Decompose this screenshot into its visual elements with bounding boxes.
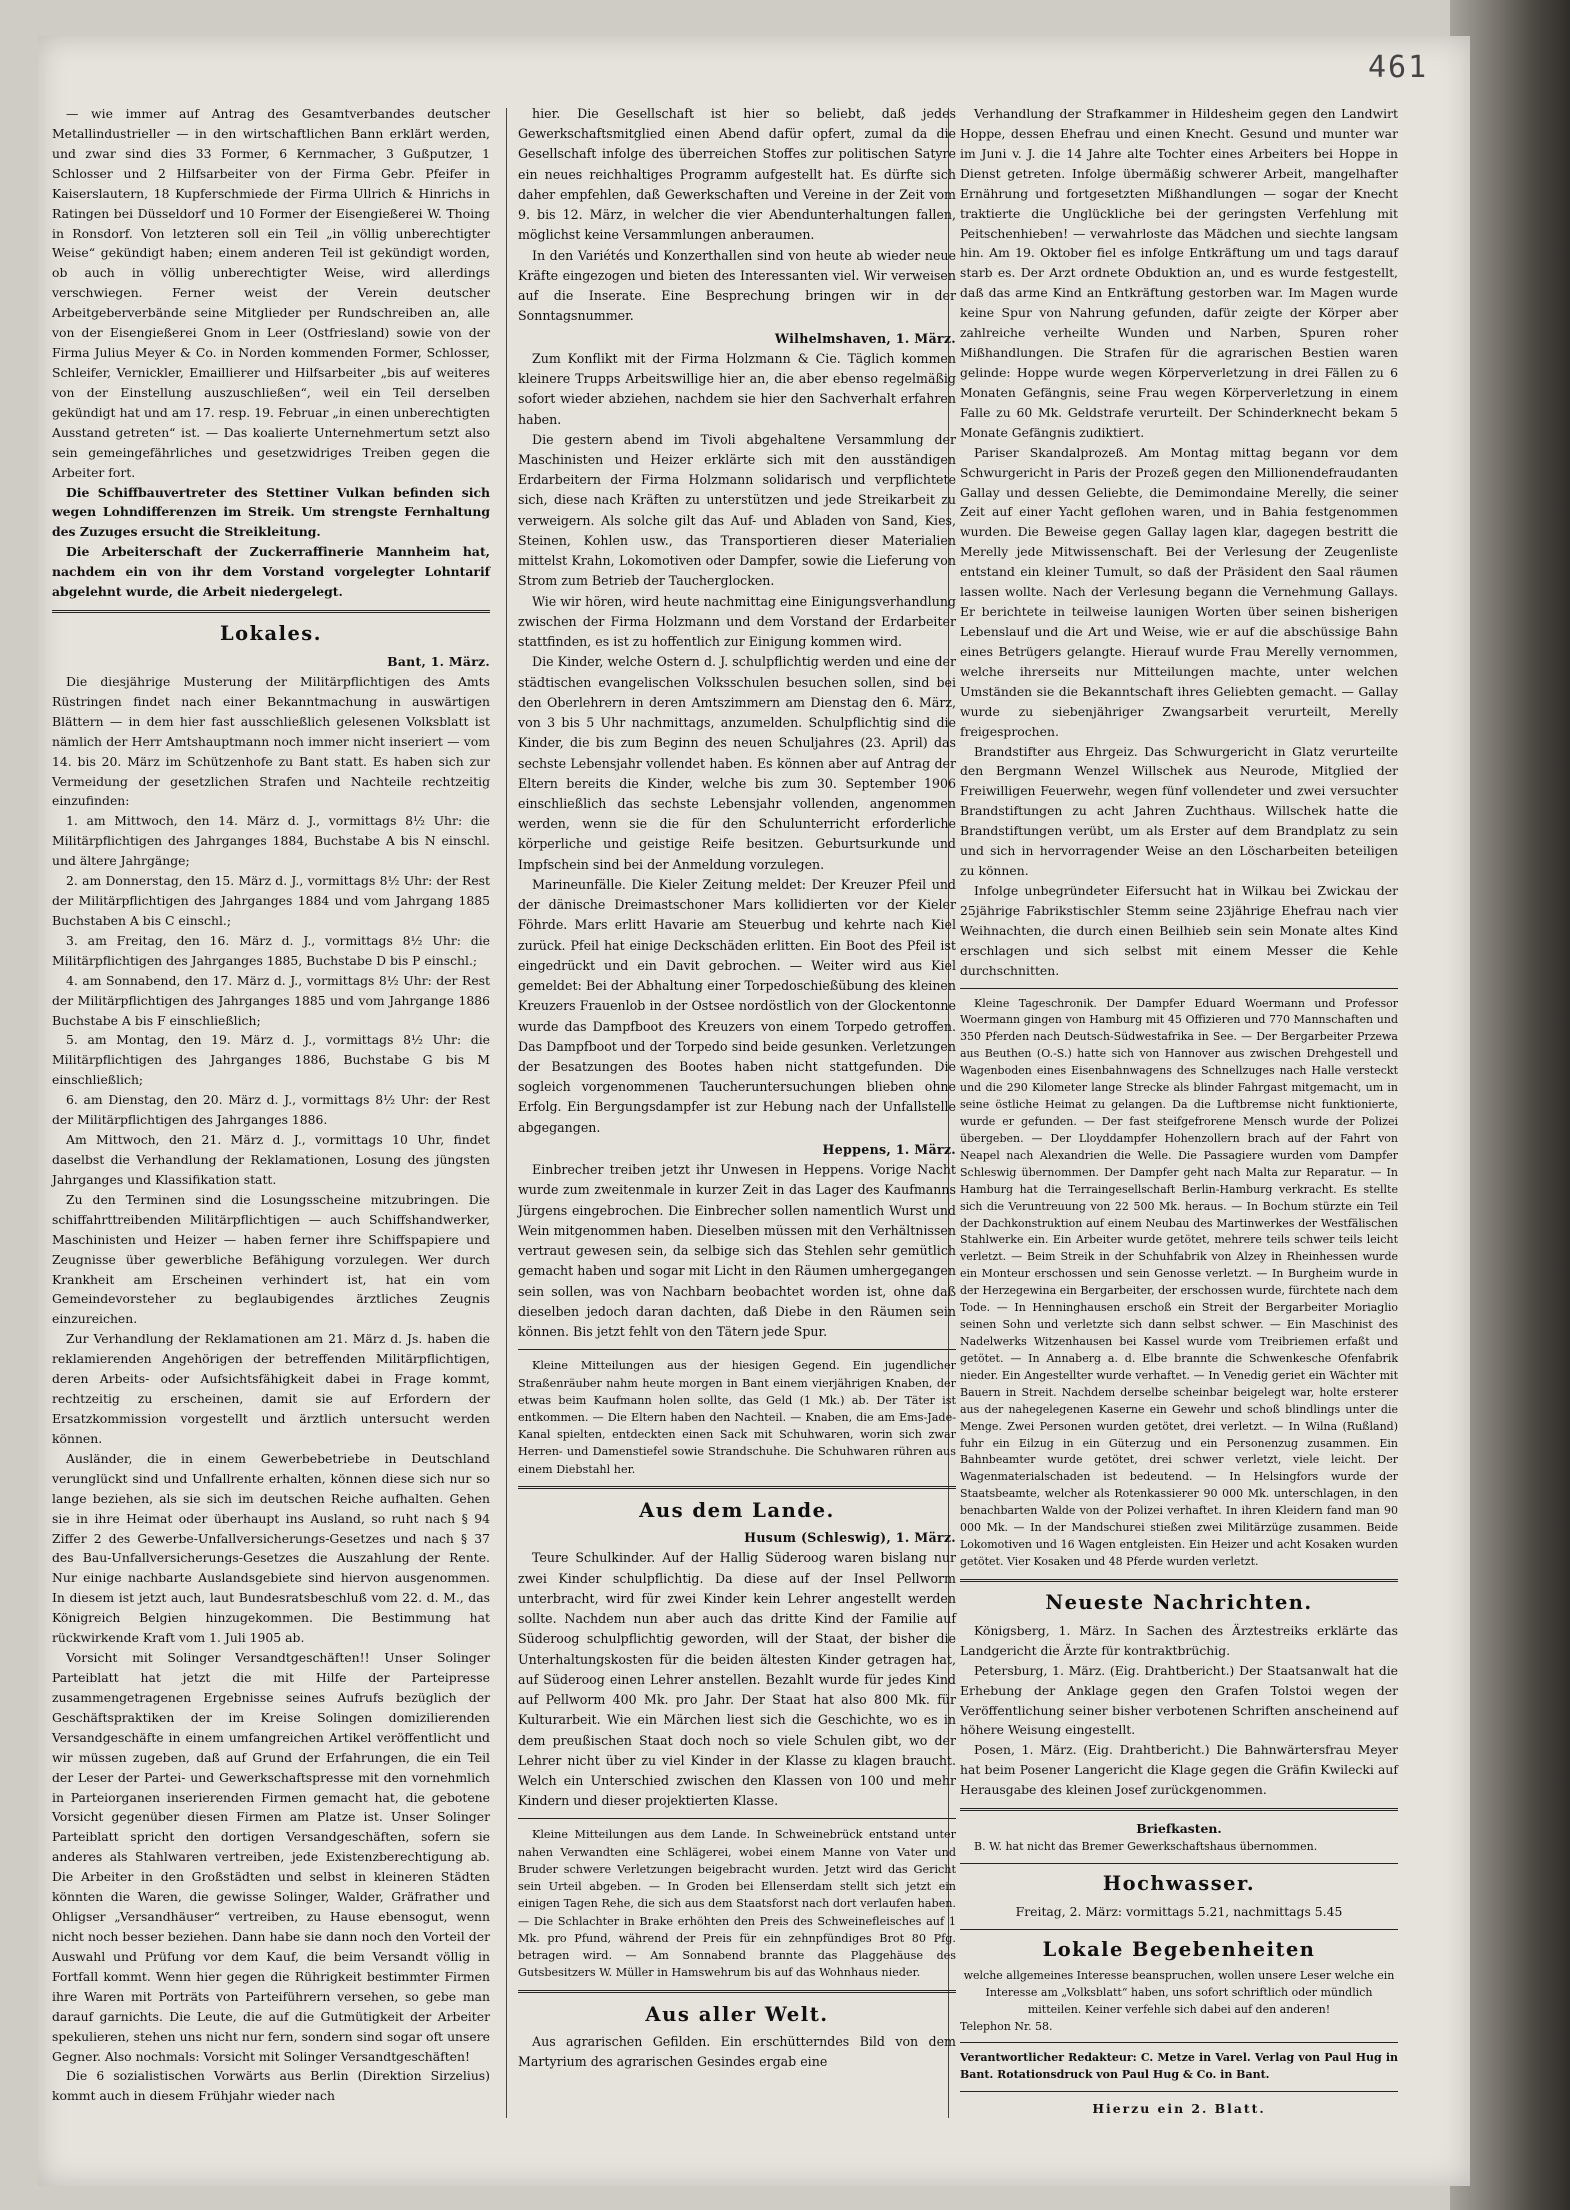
heading-briefkasten: Briefkasten. (1136, 1821, 1222, 1837)
article-losungsscheine: Zu den Terminen sind die Losungsscheine mitzubringen. Die schiffahrttreibenden Militärpflichtigen — auch Schiffshandwerker, Maschinisten und Heizer — haben ferner ihre Schiffspapiere und Zeugnisse über gewerbliche Befähigung vorzulegen. Wer durch Krankheit am Erscheinen verhindert ist, hat ein vom Gemeindevorsteher zu beglaubigendes ärztliches Zeugnis einzureichen. (52, 1191, 490, 1327)
heading-hochwasser: Hochwasser. (1102, 1871, 1256, 1895)
dateline-bant: Bant, 1. März. (387, 653, 490, 669)
musterung-item: 5. am Montag, den 19. März d. J., vormittags 8½ Uhr: die Militärpflichtigen des Jahrganges 1886, Buchstabe G bis M einschließlich; (52, 1032, 490, 1088)
section-divider (518, 1990, 956, 1993)
hochwasser-times (960, 1902, 1398, 1922)
column-2 (518, 104, 956, 2072)
article-pariser-skandal: Pariser Skandalprozeß. Am Montag mittag begann vor dem Schwurgericht in Paris der Prozeß gegen den Millionendefraudanten Gallay und dessen Geliebte, die Demimondaine Merelly, die seiner Zeit auf einer Yacht geflohen waren, und in Bahia festgenommen wurden. Die Beweise gegen Gallay lagen klar, dagegen bestritt die Merelly jede Mitwissenschaft. Bei der Verlesung der Zeugenliste entstand ein kleiner Tumult, so daß der Präsident den Saal räumen lassen wollte. Nach der Verlesung begann die Vernehmung Gallays. Er berichtete in teilweise launigen Worten über seinen bisherigen Lebenslauf und die Art und Weise, wie er auf die abschüssige Bahn eines Betrügers gelangte. Hierauf wurde Frau Merelly vernommen, welche ihrerseits nur Mitteilungen machte, unter welchen Umständen sie die Bekanntschaft ihres Geliebten gemacht. — Gallay wurde zu siebenjähriger Zwangsarbeit verurteilt, Merelly freigesprochen. (960, 444, 1398, 739)
article-gesellschaft: hier. Die Gesellschaft ist hier so beliebt, daß jedes Gewerkschaftsmitglied einen Abend dafür opfert, zumal da die Gesellschaft infolge des überreichen Stoffes zur politischen Satyre ein neues reichhaltiges Programm aufgestellt hat. Es dürfte sich daher empfehlen, daß Gewerkschaften und Vereine in der Zeit vom 9. bis 12. März, in welcher die vier Abendunterhaltungen fallen, möglichst keine Versammlungen anberaumen. (518, 106, 956, 243)
divider (960, 2091, 1398, 2092)
section-divider (52, 610, 490, 613)
musterung-item: 4. am Sonnabend, den 17. März d. J., vormittags 8½ Uhr: der Rest der Militärpflichtigen des Jahrganges 1885 und vom Jahrgange 1886 Buchstabe A bis F einschließlich; (52, 972, 490, 1028)
article-vorwaerts: Die 6 sozialistischen Vorwärts aus Berlin (Direktion Sirzelius) kommt auch in diesem Frühjahr wieder nach (52, 2068, 490, 2104)
musterung-item: 1. am Mittwoch, den 14. März d. J., vormittags 8½ Uhr: die Militärpflichtigen des Jahrganges 1884, Buchstabe A bis N einschl. und ältere Jahrgänge; (52, 813, 490, 869)
article-variete: In den Variétés und Konzerthallen sind von heute ab wieder neue Kräfte eingezogen und bieten des Interessanten viel. Wir verweisen auf die Inserate. Eine Besprechung bringen wir in der Sonntagsnummer. (518, 247, 956, 324)
article-agrarische-gefilde: Aus agrarischen Gefilden. Ein erschütterndes Bild von dem Martyrium des agrarischen Gesindes ergab eine (518, 2033, 956, 2070)
divider (960, 2042, 1398, 2043)
imprint: Verantwortlicher Redakteur: C. Metze in Varel. Verlag von Paul Hug in Bant. Rotationsdruck von Paul Hug & Co. in Bant. (960, 2051, 1398, 2082)
article-metal-ban: — wie immer auf Antrag des Gesamtverbandes deutscher Metallindustrieller — in den wirtschaftlichen Bann erklärt werden, und zwar sind dies 33 Former, 6 Kernmacher, 3 Gußputzer, 1 Schlosser und 2 Hilfsarbeiter von der Firma Gebr. Pfeifer in Kaiserslautern, 18 Kupferschmiede der Firma Ullrich & Hinrichs in Ratingen bei Düsseldorf und 10 Former der Eisengießerei W. Thoing in Ronsdorf. Von letzteren soll ein Teil „in völlig unberechtigter Weise“ gekündigt haben; einem anderen Teil ist gekündigt worden, ob auch in völlig unberechtigter Weise, wird allerdings verschwiegen. Ferner weist der Verein deutscher Arbeitgeberverbände seine Mitglieder per Rundschreiben an, alle von der Eisengießerei Gnom in Leer (Ostfriesland) sowie von der Firma Julius Meyer & Co. in Norden kommenden Former, Schlosser, Schleifer, Vernickler, Emaillierer und Hilfsarbeiter „bis auf weiteres von der Einstellung auszuschließen“, weil ein Teil derselben gekündigt hat und am 17. resp. 19. Februar „in einen unberechtigten Ausstand getreten“ ist. — Das koalierte Unternehmertum setzt also sein gemeingefährliches und gesetzwidriges Treiben gegen die Arbeiter fort. (52, 106, 490, 480)
article-tageschronik: Kleine Tageschronik. Der Dampfer Eduard Woermann und Professor Woermann gingen von Hamburg mit 45 Offizieren und 770 Mannschaften und 350 Pferden nach Deutsch-Südwestafrika in See. — Der Bergarbeiter Przewa aus Beuthen (O.-S.) hatte sich von Hannover aus zwischen Drehgestell und Wagenboden eines Eisenbahnwagens des Schnellzuges nach Halle versteckt und die 290 Kilometer lange Strecke als blinder Fahrgast mitgemacht, um in seine östliche Heimat zu gelangen. Da die Luftbremse nicht funktionierte, wurde er gefunden. — Der fast steifgefrorene Mensch wurde der Polizei übergeben. — Der Lloyddampfer Hohenzollern brach auf der Fahrt von Neapel nach Alexandrien die Welle. Die Passagiere wurden vom Dampfer Schleswig übernommen. Der Dampfer geht nach Malta zur Reparatur. — In Hamburg hat die Terraingesellschaft Berlin-Hamburg verkracht. Es stellte sich die Veruntreuung von 22 500 Mk. heraus. — In Bochum stürzte ein Teil der Dachkonstruktion auf einem Neubau des Martinwerkes der Westfälischen Stahlwerke ein. Ein Arbeiter wurde getötet, mehrere teils schwer teils leicht verletzt. — Beim Streik in der Schuhfabrik von Alzey in Rheinhessen wurde ein Monteur erschossen und sein Genosse verletzt. — In Burgheim wurde in der Herzegewina ein Bergarbeiter, der erschossen wurde, fürchtete nach dem Tode. — In Henninghausen erschoß ein Streit der Bergarbeiter Moriaglio seinen Sohn und verletzte sich dann selbst schwer. — Ein Maschinist des Nadelwerks Witzenhausen bei Kassel wurde vom Treibriemen erfaßt und getötet. — In Annaberg a. d. Elbe brannte die Schwenkesche Ofenfabrik nieder. Ein Angestellter wurde verhaftet. — In Venedig geriet ein Wächter mit Bauern in Streit. Nachdem derselbe scheinbar beigelegt war, holte ersterer aus der nahegelegenen Kaserne ein Gewehr und schoß blindlings unter die Menge. Zwei Personen wurden getötet, drei verletzt. — In Wilna (Rußland) fuhr ein Eilzug in ein Güterzug und ein Personenzug zusammen. Ein Bahnbeamter wurde getötet, drei schwer verletzt, viele leicht. Der Wagenmaterialschaden ist bedeutend. — In Helsingfors wurde der Staatsbeamte, welcher als Rotenkassierer 90 000 Mk. unterschlagen, in den benachbarten Walde von der Polizei verhaftet. In ihren Kleidern fand man 90 000 Mk. — In der Mandschurei stießen zwei Militärzüge zusammen. Beide Lokomotiven und 16 Wagen entgleisten. Ein Heizer und acht Kosaken wurden getötet. Vier Kosaken und 48 Pferde wurden verletzt. (960, 996, 1398, 1568)
article-hildesheim: Verhandlung der Strafkammer in Hildesheim gegen den Landwirt Hoppe, dessen Ehefrau und einen Knecht. Gesund und munter war im Juni v. J. die 14 Jahre alte Tochter eines Arbeiters bei Hoppe in Dienst getreten. Infolge übermäßig schwerer Arbeit, mangelhafter Ernährung und fortgesetzten Mißhandlungen — sogar der Knecht traktierte die Unglückliche bei der geringsten Verfehlung mit Peitschenhieben! — verwahrloste das Mädchen und siechte langsam hin. Am 19. Oktober fiel es infolge Entkräftung um und tags darauf starb es. Der Arzt ordnete Obduktion an, und es wurde festgestellt, daß das arme Kind an Entkräftung gestorben war. Im Magen wurde keine Spur von Nahrung gefunden, dafür zeigte der Körper aber zahlreiche verheilte Wunden und Narben, Spuren roher Mißhandlungen. Die Strafen für die agrarischen Bestien waren gelinde: Hoppe wurde wegen Körperverletzung in drei Fällen zu 6 Monaten Gefängnis, seine Frau wegen Körperverletzung in einem Falle zu 60 Mk. Geldstrafe verurteilt. Der Schinderknecht bekam 5 Monate Gefängnis zudiktiert. (960, 106, 1398, 440)
section-divider (518, 1486, 956, 1489)
begebenheiten-text: welche allgemeines Interesse beanspruchen, wollen unsere Leser welche ein Interesse am „Volksblatt“ haben, uns sofort schriftlich oder mündlich mitteilen. Keiner verfehle sich dabei auf den anderen! (963, 1968, 1395, 2016)
section-divider (960, 1579, 1398, 1582)
musterung-item: 2. am Donnerstag, den 15. März d. J., vormittags 8½ Uhr: der Rest der Militärpflichtigen des Jahrganges 1884 und vom Jahrgang 1885 Buchstaben A bis C einschl.; (52, 873, 490, 928)
news-posen: Posen, 1. März. (Eig. Drahtbericht.) Die Bahnwärtersfrau Meyer hat beim Posener Langericht die Klage gegen die Gräfin Kwilecki auf Herausgabe des kleinen Josef zurückgenommen. (960, 1742, 1398, 1798)
dateline-heppens: Heppens, 1. März. (822, 1141, 956, 1157)
article-eifersucht: Infolge unbegründeter Eifersucht hat in Wilkau bei Zwickau der 25jährige Fabrikstischler Stemm seine 23jährige Ehefrau nach vier Weihnachten, die durch einen Beilhieb sein sein Monate altes Kind erschlagen und sich selbst mit einem Messer die Kehle durchschnitten. (960, 882, 1398, 978)
article-teure-schulkinder: Teure Schulkinder. Auf der Hallig Süderoog waren bislang nur zwei Kinder schulpflichtig. Da diese auf der Insel Pellworm unterbracht, wird für zwei Kinder kein Lehrer angestellt werden sollte. Nachdem nun aber auch das dritte Kind der Familie auf Süderoog schulpflichtig geworden, will der Staat, der bisher die Unterhaltungskosten für die beiden ältesten Kinder getragen hat, auf Süderoog einen Lehrer anstellen. Bezahlt wurde für jedes Kind auf Pellworm 400 Mk. pro Jahr. Der Staat hat also 800 Mk. für Kulturarbeit. Wie ein Märchen liest sich die Geschichte, wo es in dem preußischen Staat doch noch so viele Schulen gibt, wo der Lehrer nicht über zu viel Kinder in der Klasse zu klagen braucht. Welch ein Unterschied zwischen den Klassen von 100 und mehr Kindern und dieser projektierten Klasse. (518, 1550, 956, 1809)
hochwasser-morning: vormittags 5.21, (1126, 1903, 1230, 1919)
article-holzmann: Zum Konflikt mit der Firma Holzmann & Cie. Täglich kommen kleinere Trupps Arbeitswillige hier an, die aber ebenso regelmäßig sofort wieder abziehen, nachdem sie hier den Sachverhalt erfahren haben. (518, 350, 956, 427)
article-reklamationen: Zur Verhandlung der Reklamationen am 21. März d. Js. haben die reklamierenden Angehörigen der betreffenden Militärpflichtigen, deren Arbeits- oder Aufsichtsfähigkeit dabei in Frage kommt, rechtzeitig zu erscheinen, damit sie auf Erfordern der Ersatzkommission vorgestellt und ärztlich untersucht werden können. (52, 1331, 490, 1446)
article-vulkan-strike: Die Schiffbauvertreter des Stettiner Vulkan befinden sich wegen Lohndifferenzen im Streik. Um strengste Fernhaltung des Zuzuges ersucht die Streikleitung. (52, 484, 490, 540)
article-einigung: Wie wir hören, wird heute nachmittag eine Einigungsverhandlung zwischen der Firma Holzmann und dem Vorstand der Erdarbeiter stattfinden, es ist zu hoffentlich zur Einigung kommen wird. (518, 593, 956, 650)
divider (518, 1349, 956, 1350)
musterung-item: 3. am Freitag, den 16. März d. J., vormittags 8½ Uhr: die Militärpflichtigen des Jahrganges 1885, Buchstabe D bis P einschl.; (52, 932, 490, 968)
section-heading-aus-dem-lande: Aus dem Lande. (639, 1498, 835, 1522)
section-heading-aus-aller-welt: Aus aller Welt. (645, 2002, 829, 2026)
hochwasser-day: Freitag, 2. März: (1015, 1903, 1123, 1919)
divider (960, 1929, 1398, 1930)
divider (518, 1818, 956, 1819)
musterung-item: 6. am Dienstag, den 20. März d. J., vormittags 8½ Uhr: der Rest der Militärpflichtigen des Jahrganges 1886. (52, 1092, 490, 1128)
article-musterung: Die diesjährige Musterung der Militärpflichtigen des Amts Rüstringen findet nach einer Bekanntmachung in auswärtigen Blättern — in dem hier fast ausschließlich gelesenen Volksblatt ist nämlich der Herr Amtshauptmann noch immer nicht inseriert — vom 14. bis 20. März im Schützenhofe zu Bant statt. Es haben sich zur Vermeidung der gesetzlichen Strafen und Nachteile rechtzeitig einzufinden: (52, 673, 490, 809)
article-kleine-mitteilungen-gegend: Kleine Mitteilungen aus der hiesigen Gegend. Ein jugendlicher Straßenräuber nahm heute morgen in Bant einem vierjährigen Knaben, der etwas beim Kaufmann holen sollte, das Geld (1 Mk.) ab. Der Täter ist entkommen. — Die Eltern haben den Nachteil. — Knaben, die am Ems-Jade-Kanal spielten, entdeckten einen Sack mit Schuhwaren, worin sich zwar Herren- und Damenstiefel sowie Strandschuhe. Die Schuhwaren rühren aus einem Diebstahl her. (518, 1359, 956, 1476)
article-schulkinder: Die Kinder, welche Ostern d. J. schulpflichtig werden und eine der städtischen evangelischen Volksschulen besuchen sollen, sind bei den Oberlehrern in deren Amtszimmern am Dienstag den 6. März, von 3 bis 5 Uhr nachmittags, anzumelden. Schulpflichtig sind die Kinder, die bis zum Beginn des neuen Schuljahres (23. April) das sechste Lebensjahr vollendet haben. Es können aber auf Antrag der Eltern bereits die Kinder, welche bis zum 30. September 1906 einschließlich das sechste Lebensjahr vollenden, angenommen werden, wenn sie die für den Schulunterricht erforderliche körperliche und geistige Reife besitzen. Geburtsurkunde und Impfschein sind bei der Anmeldung vorzulegen. (518, 654, 956, 872)
article-tivoli: Die gestern abend im Tivoli abgehaltene Versammlung der Maschinisten und Heizer erklärte sich mit den ausständigen Erdarbeitern der Firma Holzmann solidarisch und verpflichtete sich, diese nach Kräften zu unterstützen und jede Streikarbeit zu verweigern. Als solche gilt das Auf- und Abladen von Sand, Kies, Steinen, Kohlen usw., das Transportieren dieser Materialien mittelst Krahn, Lokomotiven oder Dampfer, sowie die Lieferung von Strom zum Betrieb der Taucherglocken. (518, 431, 956, 589)
section-heading-lokales: Lokales. (220, 622, 322, 646)
heading-lokale-begebenheiten: Lokale Begebenheiten (1042, 1937, 1316, 1961)
beilage-note: Hierzu ein 2. Blatt. (1092, 2101, 1266, 2117)
dateline-wilhelmshaven: Wilhelmshaven, 1. März. (774, 330, 956, 346)
dateline-husum: Husum (Schleswig), 1. März. (744, 1530, 956, 1546)
article-brandstifter: Brandstifter aus Ehrgeiz. Das Schwurgericht in Glatz verurteilte den Bergmann Wenzel Willschek aus Neurode, Mitglied der Freiwilligen Feuerwehr, wegen fünf vollendeter und zwei versuchter Brandstiftungen zu acht Jahren Zuchthaus. Willschek hatte die Brandstiftungen verübt, um als Erster auf dem Brandplatz zu sein und sich in hervorragender Weise an den Löscharbeiten beteiligen zu können. (960, 743, 1398, 879)
divider (960, 988, 1398, 989)
article-solingen: Vorsicht mit Solinger Versandtgeschäften!! Unser Solinger Parteiblatt hat jetzt die mit Hilfe der Parteipresse zusammengetragenen Ergebnisse seines Aufrufs bezüglich der Geschäftspraktiken der im Kreise Solingen domizilierenden Versandgeschäfte in einem umfangreichen Artikel veröffentlicht und wir müssen zugeben, daß auf Grund der Erfahrungen, die ein Teil der Leser der Partei- und Gewerkschaftspresse mit den vornehmlich in Parteiorganen inserierenden Firmen gemacht hat, die gebotene Vorsicht gegenüber diesen Firmen am Platze ist. Unser Solinger Parteiblatt spricht den dortigen Versandgeschäften, sofern sie anderes als Stahlwaren vertreiben, jede Existenzberechtigung ab. Die Arbeiter in den Großstädten und selbst in kleineren Städten könnten die Waren, die gewisse Solinger, Walder, Gräfrather und Ohligser „Versandhäuser“ vertreiben, zu Hause ebensogut, wenn nicht noch besser beziehen. Dann habe sie dann noch den Vorteil der Auswahl und Prüfung vor dem Kauf, die beim Versandt völlig in Fortfall kommt. Wenn hier gegen die Rührigkeit bestimmter Firmen ihre Waren mit Porträts von Parteiführern versehen, so gebe man darauf garnichts. Die Leute, die auf die Gutmütigkeit der Arbeiter spekulieren, stehen uns nicht nur fern, sondern sind sogar oft unsere Gegner. Also nochmals: Vorsicht mit Solinger Versandtgeschäften! (52, 1650, 490, 2064)
hochwasser-afternoon: nachmittags 5.45 (1233, 1903, 1343, 1919)
briefkasten-text: B. W. hat nicht das Bremer Gewerkschaftshaus übernommen. (974, 1840, 1318, 1854)
telephon-number: Telephon Nr. 58. (960, 2019, 1053, 2033)
news-koenigsberg: Königsberg, 1. März. In Sachen des Ärztestreiks erklärte das Landgericht die Ärzte für kontraktbrüchig. (960, 1622, 1398, 1658)
column-1 (52, 104, 490, 2106)
article-marineunfaelle: Marineunfälle. Die Kieler Zeitung meldet: Der Kreuzer Pfeil und der dänische Dreimastschoner Mars kollidierten vor der Kieler Föhrde. Mars erlitt Havarie am Steuerbug und kehrte nach Kiel zurück. Pfeil hat einige Deckschäden erlitten. Ein Boot des Pfeil ist eingedrückt und ein Davit gebrochen. — Weiter wird aus Kiel gemeldet: Bei der Abhaltung einer Torpedoschießübung des kleinen Kreuzers Frauenlob in der Ostsee nordöstlich von der Glockentonne wurde das Dampfboot des Kreuzers von einem Torpedo getroffen. Das Dampfboot und der Torpedo sind beide gesunken. Verletzungen der Besatzungen des Bootes haben nicht stattgefunden. Die sogleich vorgenommenen Taucheruntersuchungen blieben ohne Erfolg. Ein Bergungsdampfer ist zur Hebung nach der Unfallstelle abgegangen. (518, 876, 956, 1135)
article-mannheim-strike: Die Arbeiterschaft der Zuckerraffinerie Mannheim hat, nachdem ein von ihr dem Vorstand vorgelegter Lohntarif abgelehnt wurde, die Arbeit niedergelegt. (52, 544, 490, 600)
column-3 (960, 104, 1398, 2119)
news-petersburg: Petersburg, 1. März. (Eig. Drahtbericht.) Der Staatsanwalt hat die Erhebung der Anklage gegen den Grafen Tolstoi wegen der Veröffentlichung seiner bisher verbotenen Schriften anscheinend auf höhere Weisung eingestellt. (960, 1662, 1398, 1738)
article-auslaender: Ausländer, die in einem Gewerbebetriebe in Deutschland verunglückt sind und Unfallrente erhalten, können diese sich nur so lange beziehen, als sie sich im deutschen Reiche aufhalten. Gehen sie in ihre Heimat oder überhaupt ins Ausland, so ruht nach § 94 Ziffer 2 des Gewerbe-Unfallversicherungs-Gesetzes und nach § 37 des Bau-Unfallversicherungs-Gesetzes die Auszahlung der Rente. Nur einige nachbarte Auslandsgebiete sind hiervon ausgenommen. In diesem ist jetzt auch, laut Bundesratsbeschluß vom 22. d. M., das Königreich Belgien hinzugekommen. Die Bestimmung hat rückwirkende Kraft vom 1. Juli 1905 ab. (52, 1450, 490, 1646)
divider (960, 1863, 1398, 1864)
section-divider (960, 1808, 1398, 1811)
article-kleine-mitteilungen-lande: Kleine Mitteilungen aus dem Lande. In Schweinebrück entstand unter nahen Verwandten eine Schlägerei, wobei einem Manne von Vater und Bruder schwere Verletzungen beigebracht wurden. Jetzt wird das Gericht sein Urteil abgeben. — In Groden bei Ellenserdam stellt sich jetzt ein einigen Tagen Rehe, die sich aus dem Staatsforst nach dort verlaufen haben. — Die Schlachter in Brake erhöhten den Preis des Schweinefleisches auf 1 Mk. pro Pfund, während der Preis für ein zehnpfündiges Brot 80 Pfg. betragen wird. — Am Sonnabend brannte das Plaggehäuse des Gutsbesitzers W. Müller in Hamswehrum bis auf das Wohnhaus nieder. (518, 1828, 956, 1980)
article-einbrecher: Einbrecher treiben jetzt ihr Unwesen in Heppens. Vorige Nacht wurde zum zweitenmale in kurzer Zeit in das Lager des Kaufmanns Jürgens eingebrochen. Die Einbrecher sollen namentlich Wurst und Wein mitgenommen haben. Dieselben müssen mit den Verhältnissen vertraut gewesen sein, da selbige sich das Stehlen sehr gemütlich gemacht haben und sogar mit Licht in den Räumen umhergegangen sein sollen, was von Nachbarn beobachtet worden ist, ohne daß dieselben jedoch daran dachten, daß Diebe in den Räumen sein können. Bis jetzt fehlt von den Tätern jede Spur. (518, 1162, 956, 1340)
page-number: 461 (1368, 50, 1429, 85)
column-rule-1 (506, 108, 507, 2118)
section-heading-neueste-nachrichten: Neueste Nachrichten. (1045, 1590, 1313, 1614)
article-reklamationen-date: Am Mittwoch, den 21. März d. J., vormittags 10 Uhr, findet daselbst die Verhandlung der Reklamationen, Losung des jüngsten Jahrganges und Klassifikation statt. (52, 1132, 490, 1187)
